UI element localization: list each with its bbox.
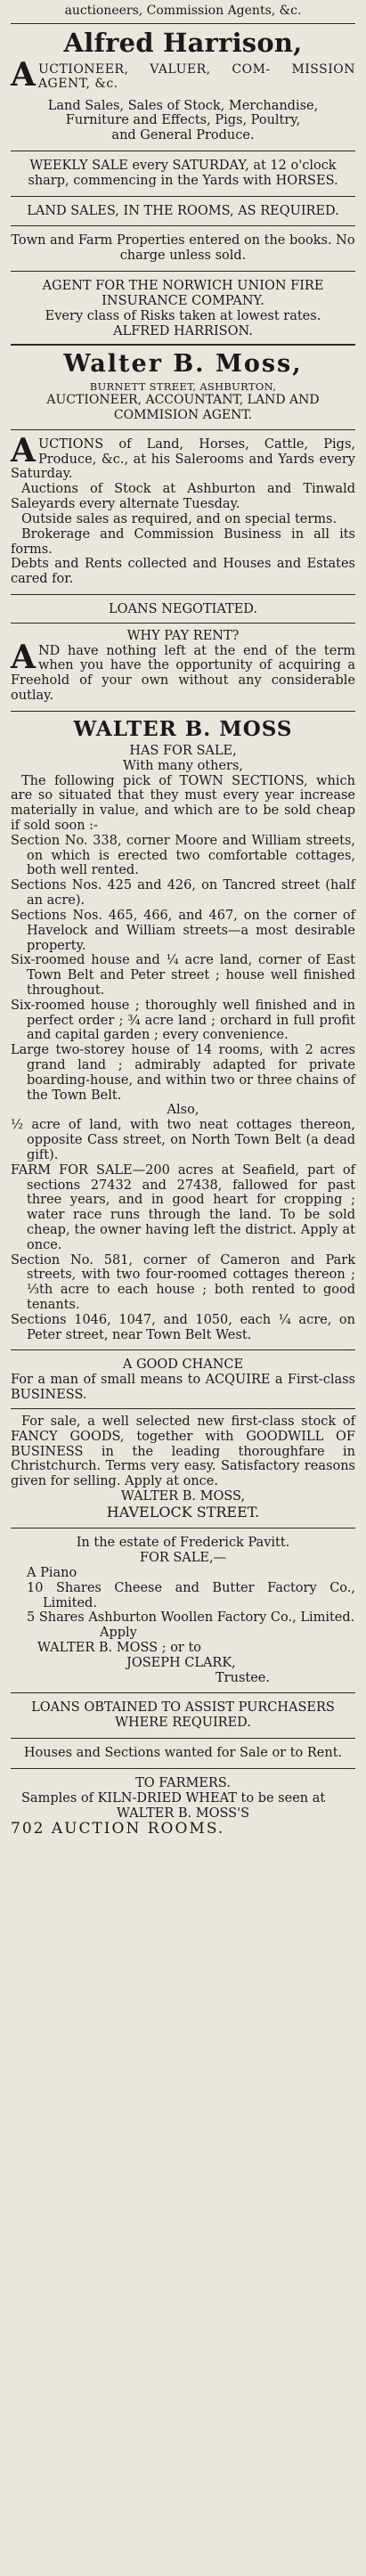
weekly-sale: WEEKLY SALE every SATURDAY, at 12 o'clock sharp, commencing in the Yards with HORSES. bbox=[28, 159, 338, 188]
divider bbox=[11, 711, 355, 712]
sale-intro: The following pick of TOWN SECTIONS, which are so situated that they must every year increase materially in value, and which are to be sold cheap if sold soon :- bbox=[11, 773, 355, 834]
moss-auctions bbox=[11, 431, 355, 482]
moss-debts: Debts and Rents collected and Houses and Estates cared for. bbox=[11, 557, 355, 587]
moss-brokerage: Brokerage and Commission Business in all its forms. bbox=[11, 526, 355, 557]
moss-advertisement bbox=[11, 351, 355, 703]
estate-signature-3: Trustee. bbox=[216, 1670, 270, 1685]
dropcap-letter: A bbox=[11, 638, 36, 676]
harrison-name: Alfred Harrison, bbox=[63, 28, 303, 59]
divider bbox=[11, 1349, 355, 1350]
loans-negotiated: LOANS NEGOTIATED. bbox=[108, 601, 257, 616]
farmers-signature: WALTER B. MOSS'S bbox=[116, 1806, 250, 1821]
estate-shares-2: 5 Shares Ashburton Woollen Factory Co., Limited. bbox=[27, 1610, 355, 1626]
divider bbox=[11, 271, 355, 272]
harrison-title bbox=[11, 56, 355, 94]
why-pay-rent: WHY PAY RENT? bbox=[126, 628, 240, 643]
estate-signature-1: WALTER B. MOSS ; or to bbox=[37, 1641, 202, 1656]
houses-wanted: Houses and Sections wanted for Sale or to Rent. bbox=[23, 1746, 343, 1761]
sale-item-2: Sections Nos. 425 and 426, on Tancred street (half an acre). bbox=[11, 878, 355, 909]
divider bbox=[11, 23, 355, 24]
divider bbox=[11, 344, 355, 346]
divider bbox=[11, 1408, 355, 1409]
divider bbox=[11, 594, 355, 595]
farm-for-sale: FARM FOR SALE—200 acres at Seafield, part of sections 27432 and 27438, fallowed for past three years, and in good heart for cropping ; water race runs through the land. To be sold cheap, the owner having left the district. Apply at once. bbox=[11, 1162, 355, 1252]
moss-stock: Auctions of Stock at Ashburton and Tinwald Saleyards every alternate Tuesday. bbox=[11, 482, 355, 512]
land-sales: LAND SALES, IN THE ROOMS, AS REQUIRED. bbox=[27, 203, 339, 218]
divider bbox=[11, 196, 355, 197]
moss-auctions-text: UCTIONS of Land, Horses, Cattle, Pigs, Produce, &c., at his Salerooms and Yards every Saturday. bbox=[11, 436, 355, 482]
divider bbox=[11, 623, 355, 624]
estate-advertisement bbox=[11, 1536, 355, 1685]
estate-intro: In the estate of Frederick Pavitt. bbox=[76, 1536, 290, 1551]
sale-item-5: Six-roomed house ; thoroughly well finished and in perfect order ; ¾ acre land ; orchard in full profit and capital garden ; every convenience. bbox=[11, 998, 355, 1043]
divider bbox=[11, 1768, 355, 1769]
estate-apply: Apply bbox=[100, 1626, 137, 1641]
moss-name: Walter B. Moss, bbox=[63, 350, 303, 379]
farmers-body: Samples of KILN-DRIED WHEAT to be seen at bbox=[21, 1790, 326, 1806]
town-farm-properties: Town and Farm Properties entered on the books. No charge unless sold. bbox=[11, 233, 355, 264]
harrison-advertisement bbox=[11, 29, 355, 338]
moss-rent-text: ND have nothing left at the end of the term when you have the opportunity of acquiring a Freehold of your own without any considerable outlay. bbox=[11, 643, 355, 704]
moss-street: BURNETT STREET, ASHBURTON, bbox=[89, 380, 277, 394]
loans-obtained: LOANS OBTAINED TO ASSIST PURCHASERS WHERE REQUIRED. bbox=[31, 1700, 335, 1731]
risks-line: Every class of Risks taken at lowest rates. bbox=[45, 308, 321, 323]
moss-outside: Outside sales as required, and on special terms. bbox=[21, 511, 338, 526]
good-chance-intro: For a man of small means to ACQUIRE a First-class BUSINESS. bbox=[11, 1373, 355, 1403]
moss-rent bbox=[11, 638, 355, 704]
sale-item-6: Large two-storey house of 14 rooms, with 2 acres grand land ; admirably adapted for private boarding-house, and within two or three chains of the Town Belt. bbox=[11, 1043, 355, 1103]
insurance-agent: AGENT FOR THE NORWICH UNION FIRE INSURANCE COMPANY. bbox=[42, 279, 324, 308]
good-chance-advertisement bbox=[11, 1357, 355, 1520]
sale-heading: WALTER B. MOSS bbox=[73, 716, 293, 741]
harrison-line-2: Furniture and Effects, Pigs, Poultry, bbox=[65, 113, 301, 128]
estate-signature-2: JOSEPH CLARK, bbox=[126, 1655, 236, 1670]
harrison-line-1: Land Sales, Sales of Stock, Merchandise, bbox=[47, 98, 319, 113]
has-for-sale: HAS FOR SALE, bbox=[129, 743, 237, 758]
estate-shares-1: 10 Shares Cheese and Butter Factory Co., Limited. bbox=[27, 1580, 355, 1610]
divider bbox=[11, 225, 355, 226]
dropcap-letter: A bbox=[11, 56, 36, 94]
good-chance-heading: A GOOD CHANCE bbox=[122, 1357, 244, 1373]
good-chance-body: For sale, a well selected new first-class stock of FANCY GOODS, together with GOODWILL OF BUSINESS in the leading thoroughfare in Christchurch. Terms very easy. Satisfactory reasons given for selling. Apply at once. bbox=[11, 1414, 355, 1489]
harrison-line-3: and General Produce. bbox=[111, 128, 255, 143]
cut-header-line: auctioneers, Commission Agents, &c. bbox=[64, 4, 302, 18]
farmers-last-line: 702 AUCTION ROOMS. bbox=[11, 1820, 225, 1838]
estate-for-sale: FOR SALE,— bbox=[139, 1551, 227, 1566]
sale-item-3: Sections Nos. 465, 466, and 467, on the corner of Havelock and William streets—a most desirable property. bbox=[11, 908, 355, 953]
farmers-heading: TO FARMERS. bbox=[135, 1775, 231, 1790]
section-581: Section No. 581, corner of Cameron and Park streets, with two four-roomed cottages thereon ; ⅓th acre to each house ; both rented to good tenants. bbox=[11, 1252, 355, 1313]
sections-1046: Sections 1046, 1047, and 1050, each ¼ acre, on Peter street, near Town Belt West. bbox=[11, 1312, 355, 1342]
with-many-others: With many others, bbox=[122, 758, 244, 773]
divider bbox=[11, 1692, 355, 1693]
divider bbox=[11, 1738, 355, 1739]
harrison-title-text: UCTIONEER, VALUER, COM- MISSION AGENT, &c. bbox=[37, 62, 355, 92]
farmers-advertisement bbox=[11, 1776, 355, 1838]
estate-piano: A Piano bbox=[27, 1565, 77, 1580]
sale-item-4: Six-roomed house and ¼ acre land, corner of East Town Belt and Peter street ; house well finished throughout. bbox=[11, 953, 355, 998]
harrison-signature: ALFRED HARRISON. bbox=[113, 323, 253, 338]
divider bbox=[11, 429, 355, 430]
sale-listing bbox=[11, 716, 355, 1343]
good-chance-signature-1: WALTER B. MOSS, bbox=[120, 1488, 246, 1504]
sale-half-acre: ½ acre of land, with two neat cottages thereon, opposite Cass street, on North Town Belt (a dead gift). bbox=[11, 1118, 355, 1162]
dropcap-letter: A bbox=[11, 431, 36, 469]
also-label: Also, bbox=[167, 1103, 199, 1118]
good-chance-signature-2: HAVELOCK STREET. bbox=[106, 1503, 260, 1520]
sale-item-1: Section No. 338, corner Moore and William streets, on which is erected two comfortable cottages, both well rented. bbox=[11, 833, 355, 878]
moss-title: AUCTIONEER, ACCOUNTANT, LAND AND COMMISION AGENT. bbox=[46, 393, 320, 422]
